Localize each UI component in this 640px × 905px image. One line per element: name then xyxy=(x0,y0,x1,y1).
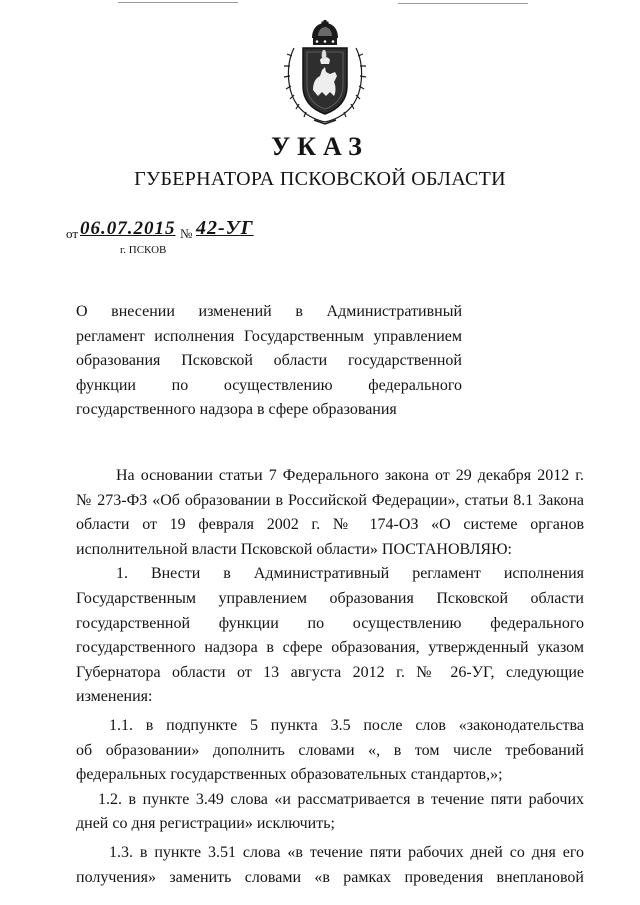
body-line: об образовании» дополнить словами «, в том числе требований xyxy=(76,741,584,759)
body-line: № 273-ФЗ «Об образовании в Российской Федерации», статьи 8.1 Закона xyxy=(76,491,584,509)
body-line: исполнительной власти Псковской области» ПОСТАНОВЛЯЮ: xyxy=(76,540,512,558)
body-line: области от 19 февраля 2002 г. № 174-ОЗ «О системе органов xyxy=(76,516,584,534)
body-text xyxy=(76,464,584,890)
city-label: г. ПСКОВ xyxy=(120,244,167,256)
body-line: государственного надзора в сфере образования, утвержденный указом xyxy=(76,639,584,657)
body-line: изменения: xyxy=(76,688,153,706)
pskov-coat-of-arms-icon xyxy=(280,20,370,128)
document-subtitle: ГУБЕРНАТОРА ПСКОВСКОЙ ОБЛАСТИ xyxy=(134,168,506,190)
body-line: 1.2. в пункте 3.49 слова «и рассматривается в течение пяти рабочих xyxy=(98,790,584,808)
subject-line: регламент исполнения Государственным управлением xyxy=(76,327,462,345)
handwritten-date: 06.07.2015 xyxy=(80,218,176,239)
body-line: дней со дня регистрации» исключить; xyxy=(76,815,335,833)
number-prefix: № xyxy=(180,226,193,241)
body-line: 1. Внести в Административный регламент исполнения xyxy=(116,565,584,583)
subject-line: О внесении изменений в Административный xyxy=(76,303,462,320)
body-line: Губернатора области от 13 августа 2012 г. № 26-УГ, следующие xyxy=(76,663,584,681)
date-prefix: от xyxy=(66,226,79,241)
document-title: УКАЗ xyxy=(271,132,369,161)
scan-noise-top-right xyxy=(398,3,528,4)
date-number-line xyxy=(66,217,366,244)
subject-line: государственного надзора в сфере образования xyxy=(76,401,397,418)
body-line: получения» заменить словами «в рамках проведения внеплановой xyxy=(76,868,584,886)
body-line: 1.1. в подпункте 5 пункта 3.5 после слов «законодательства xyxy=(109,716,584,734)
scan-noise-top xyxy=(118,2,238,3)
handwritten-number: 42-УГ xyxy=(196,217,254,239)
body-line: федеральных государственных образовательных стандартов,»; xyxy=(76,766,503,784)
body-line: 1.3. в пункте 3.51 слова «в течение пяти рабочих дней со дня его xyxy=(109,843,584,861)
body-line: государственной функции по осуществлению федерального xyxy=(76,614,584,632)
body-line: Государственным управлением образования Псковской области xyxy=(76,589,584,607)
subject-line: образования Псковской области государственной xyxy=(76,352,462,369)
subject-block xyxy=(76,300,462,423)
subject-line: функции по осуществлению федерального xyxy=(76,376,462,394)
body-line: На основании статьи 7 Федерального закона от 29 декабря 2012 г. xyxy=(116,467,584,484)
